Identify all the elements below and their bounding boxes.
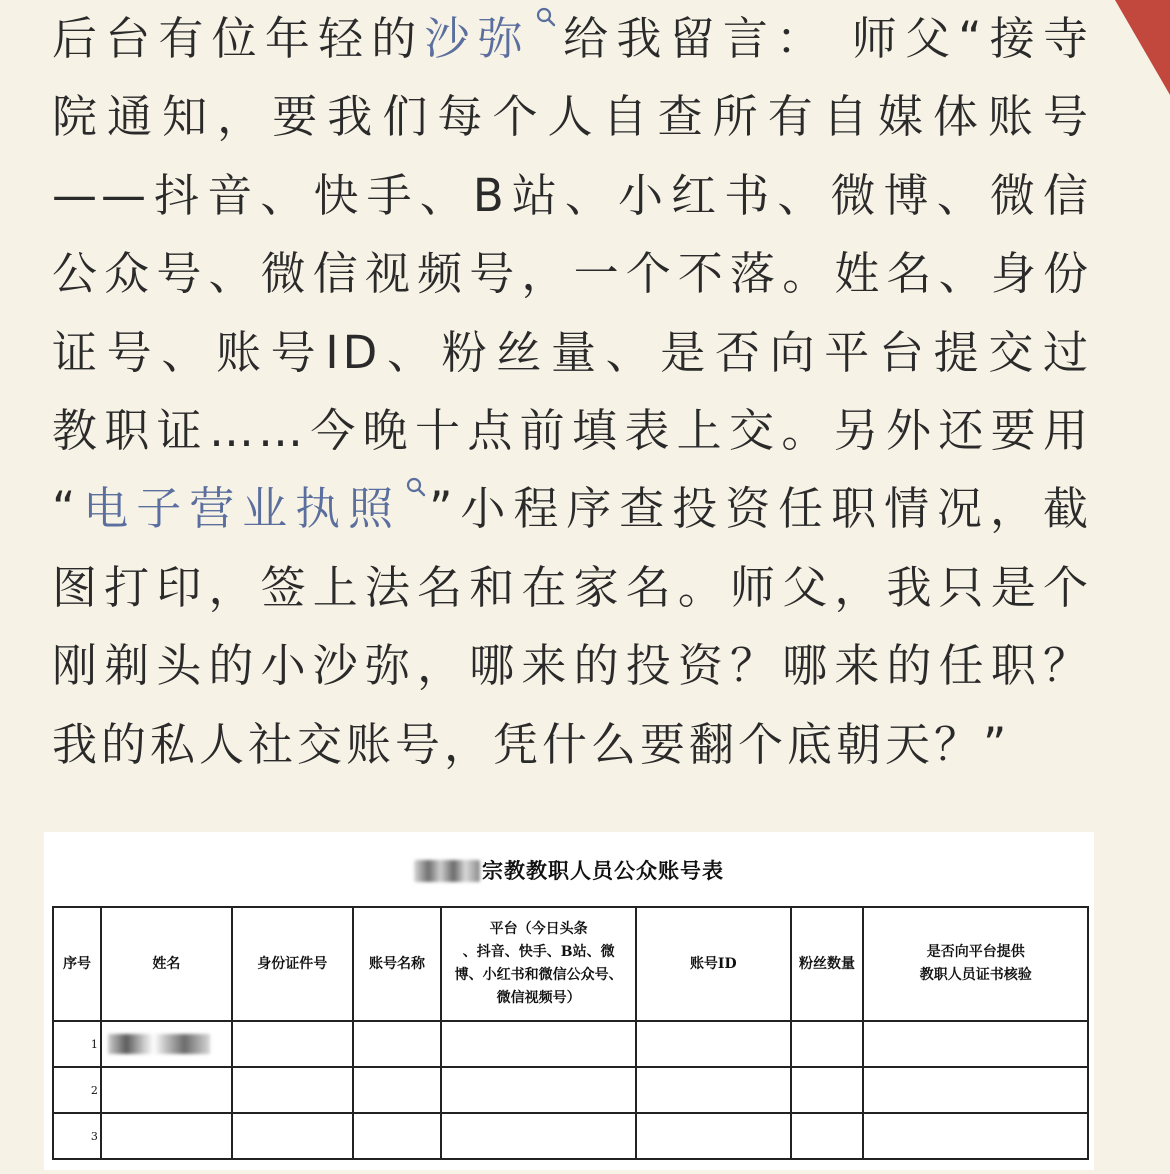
article-line-3: ——抖音、快手、B站、小红书、微博、微信: [52, 168, 1092, 222]
article-line-1: [52, 0, 1092, 78]
cell-empty: [232, 1067, 353, 1113]
redacted-name: [108, 1034, 210, 1054]
header-platform-line: 、抖音、快手、B站、微: [462, 944, 615, 960]
header-id-no: 身份证件号: [232, 907, 353, 1021]
article-line-10: 我的私人社交账号，凭什么要翻个底朝天？”: [52, 717, 1011, 771]
cell-empty: [863, 1113, 1088, 1159]
cell-empty: [791, 1113, 864, 1159]
article-line-7: [52, 470, 1092, 548]
row-number: 2: [53, 1067, 101, 1113]
cell-empty: [441, 1021, 636, 1067]
header-account-id: 账号ID: [636, 907, 791, 1021]
cell-empty: [863, 1021, 1088, 1067]
search-icon[interactable]: [535, 6, 557, 28]
text-segment: “: [52, 482, 80, 536]
article-text: [52, 0, 1102, 784]
header-account-name: 账号名称: [353, 907, 442, 1021]
table-title: [44, 832, 1094, 906]
header-platform-line: 平台（今日头条: [489, 921, 588, 937]
cell-empty: [353, 1067, 442, 1113]
text-segment: ”小程序查投资任职情况，截: [429, 482, 1092, 536]
cell-empty: [353, 1021, 442, 1067]
header-platform: [441, 907, 636, 1021]
search-icon[interactable]: [405, 476, 427, 498]
cell-empty: [636, 1067, 791, 1113]
corner-ribbon-decoration: [1115, 0, 1170, 95]
article-line-9: 刚剃头的小沙弥，哪来的投资？哪来的任职？: [52, 639, 1092, 693]
article-line-2: 院通知，要我们每个人自查所有自媒体账号: [52, 90, 1092, 144]
keyword-link-shami[interactable]: 沙弥: [424, 12, 531, 65]
header-cert-check: [863, 907, 1088, 1021]
header-no: 序号: [53, 907, 101, 1021]
header-platform-line: 博、小红书和微信公众号、: [454, 967, 623, 983]
keyword-link-e-license[interactable]: 电子营业执照: [79, 482, 402, 536]
table-row: [53, 1067, 1088, 1113]
cell-empty: [636, 1113, 791, 1159]
cell-empty: [791, 1021, 864, 1067]
article-line-8: 图打印，签上法名和在家名。师父，我只是个: [52, 560, 1092, 614]
cell-name: [101, 1021, 232, 1067]
cell-empty: [636, 1021, 791, 1067]
form-image: [44, 832, 1094, 1170]
row-number: 3: [53, 1113, 101, 1159]
header-cert-line: 是否向平台提供: [926, 944, 1025, 960]
cell-empty: [101, 1067, 232, 1113]
table-header-row: [53, 907, 1088, 1021]
cell-empty: [232, 1021, 353, 1067]
header-name: 姓名: [101, 907, 232, 1021]
cell-empty: [791, 1067, 864, 1113]
article-line-6: 教职证……今晚十点前填表上交。另外还要用: [52, 403, 1092, 457]
table-row: [53, 1113, 1088, 1159]
header-followers: 粉丝数量: [791, 907, 864, 1021]
article-line-4: 公众号、微信视频号，一个不落。姓名、身份: [52, 247, 1092, 301]
table-row: [53, 1021, 1088, 1067]
cell-empty: [353, 1113, 442, 1159]
cell-empty: [441, 1067, 636, 1113]
redacted-org-name: [414, 860, 480, 882]
text-segment: 后台有位年轻的: [52, 12, 425, 65]
cell-empty: [101, 1113, 232, 1159]
cell-empty: [863, 1067, 1088, 1113]
account-table: [52, 906, 1089, 1160]
article-line-5: 证号、账号ID、粉丝量、是否向平台提交过: [52, 325, 1092, 379]
header-platform-line: 微信视频号）: [496, 990, 581, 1006]
cell-empty: [441, 1113, 636, 1159]
text-segment: 给我留言： 师父“接寺: [558, 12, 1092, 65]
header-cert-line: 教职人员证书核验: [919, 967, 1032, 983]
table-title-text: 宗教教职人员公众账号表: [482, 859, 724, 883]
cell-empty: [232, 1113, 353, 1159]
row-number: 1: [53, 1021, 101, 1067]
